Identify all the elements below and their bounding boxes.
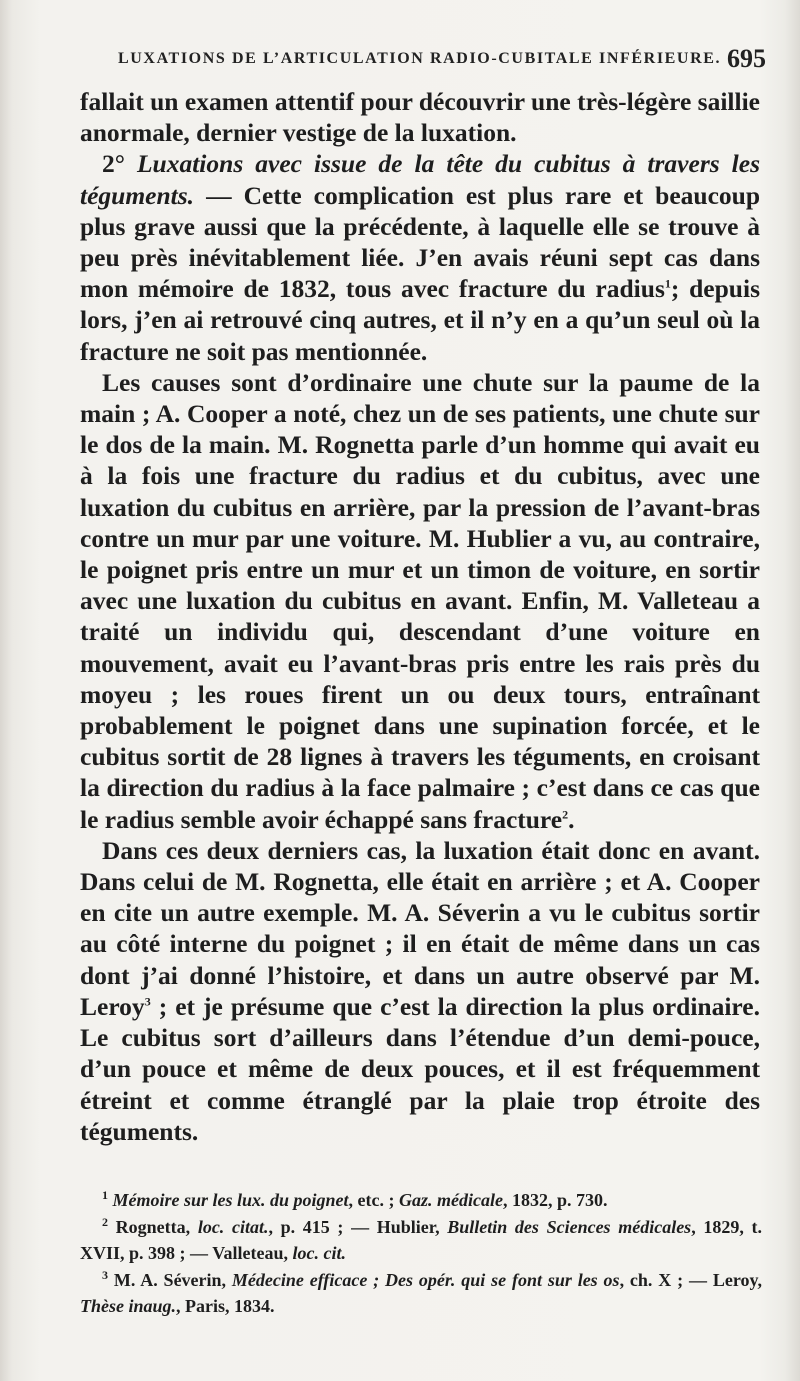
- footnote-ref[interactable]: 3: [144, 994, 151, 1009]
- paragraph-text: fallait un examen attentif pour découvrir une très-légère saillie anormale, dernier vestige de la luxation.: [80, 87, 760, 148]
- footnote-text: , 1832, p. 730.: [502, 1190, 608, 1210]
- section-number: 2°: [102, 149, 125, 179]
- footnote-3: [80, 1267, 762, 1320]
- body-text: [80, 86, 760, 1147]
- paragraph-text: Les causes sont d’ordinaire une chute sur la paume de la main ; A. Cooper a noté, chez un de ses patients, une chute sur le dos de la main. M. Rognetta parle d’un homme qui avait eu à la fois une fracture du radius et du cubitus, avec une luxation du cubitus en arrière, par la pression de l’avant-bras contre un mur par une voiture. M. Hublier a vu, au contraire, le poignet pris entre un mur et un timon de voiture, en sortir avec une luxation du cubitus en avant. Enfin, M. Valleteau a traité un individu qui, descendant d’une voiture en mouvement, avait eu l’avant-bras pris entre les rais près du moyeu ; les roues firent un ou deux tours, entraînant probablement le poignet dans une supination forcée, et le cubitus sortit de 28 lignes à travers les téguments, en croisant la direction du radius à la face palmaire ; c’est dans ce cas que le radius semble avoir échappé sans fracture: [80, 367, 760, 834]
- running-title: LUXATIONS DE L’ARTICULATION RADIO-CUBITALE INFÉRIEURE.: [118, 50, 722, 67]
- footnote-text: , Paris, 1834.: [176, 1296, 275, 1316]
- footnote-text: , ch. X ; — Leroy,: [619, 1269, 762, 1290]
- footnote-text: , 1829, t. XVII, p. 398 ; — Valleteau,: [80, 1216, 763, 1263]
- footnote-text: M. A. Séverin,: [113, 1269, 232, 1290]
- paragraph-text: — Cette complication est plus rare et beaucoup plus grave aussi que la précédente, à laquelle elle se trouve à peu près inévitablement liée. J’en avais réuni sept cas dans mon mémoire de 1832, tous avec fracture du radius: [80, 180, 760, 304]
- paragraph-text: ; depuis lors, j’en ai retrouvé cinq autres, et il n’y en a qu’un seul où la fracture ne soit pas mentionnée.: [80, 274, 760, 366]
- page-number: 695: [727, 44, 766, 73]
- footnote-text: , etc. ;: [348, 1190, 399, 1210]
- paragraph-causes: [80, 367, 760, 835]
- footnote-text: Rognetta,: [115, 1216, 198, 1237]
- footnote-citation: loc. citat.: [197, 1216, 269, 1237]
- paragraph-continuation: [80, 86, 760, 148]
- paragraph-text: .: [568, 804, 575, 834]
- paragraph-text: ; et je présume que c’est la direction la plus ordinaire. Le cubitus sort d’ailleurs dans l’étendue d’un demi-pouce, d’un pouce et même de deux pouces, et il est fréquemment étreint et comme étranglé par la plaie trop étroite des téguments.: [80, 991, 760, 1146]
- footnote-mark: 3: [102, 1267, 108, 1282]
- footnote-thesis: Thèse inaug.: [80, 1296, 177, 1316]
- footnote-citation: loc. cit.: [292, 1243, 347, 1263]
- footnote-2: [80, 1214, 762, 1267]
- footnote-journal: Gaz. médicale: [399, 1190, 503, 1210]
- footnote-mark: 2: [102, 1214, 108, 1229]
- footnote-ref[interactable]: 2: [562, 807, 569, 822]
- page-header: [118, 44, 766, 78]
- paragraph-direction: [80, 835, 760, 1147]
- footnote-ref[interactable]: 1: [664, 276, 671, 291]
- paragraph-section-2: [80, 148, 760, 366]
- footnotes: [80, 1187, 762, 1320]
- footnote-1: [80, 1187, 762, 1214]
- paragraph-text: Dans ces deux derniers cas, la luxation était donc en avant. Dans celui de M. Rognetta, elle était en arrière ; et A. Cooper en cite un autre exemple. M. A. Séverin a vu le cubitus sortir au côté interne du poignet ; il en était de même dans un cas dont j’ai donné l’histoire, et dans un autre observé par M. Leroy: [80, 835, 760, 1021]
- footnote-text: , p. 415 ; — Hublier,: [268, 1216, 448, 1237]
- footnote-mark: 1: [102, 1188, 108, 1202]
- section-heading: Luxations avec issue de la tête du cubitus à travers les téguments.: [80, 149, 760, 210]
- footnote-book: Médecine efficace ; Des opér. qui se font sur les os: [231, 1269, 620, 1290]
- footnote-journal: Bulletin des Sciences médicales: [447, 1216, 692, 1237]
- footnote-title: Mémoire sur les lux. du poignet: [112, 1190, 349, 1210]
